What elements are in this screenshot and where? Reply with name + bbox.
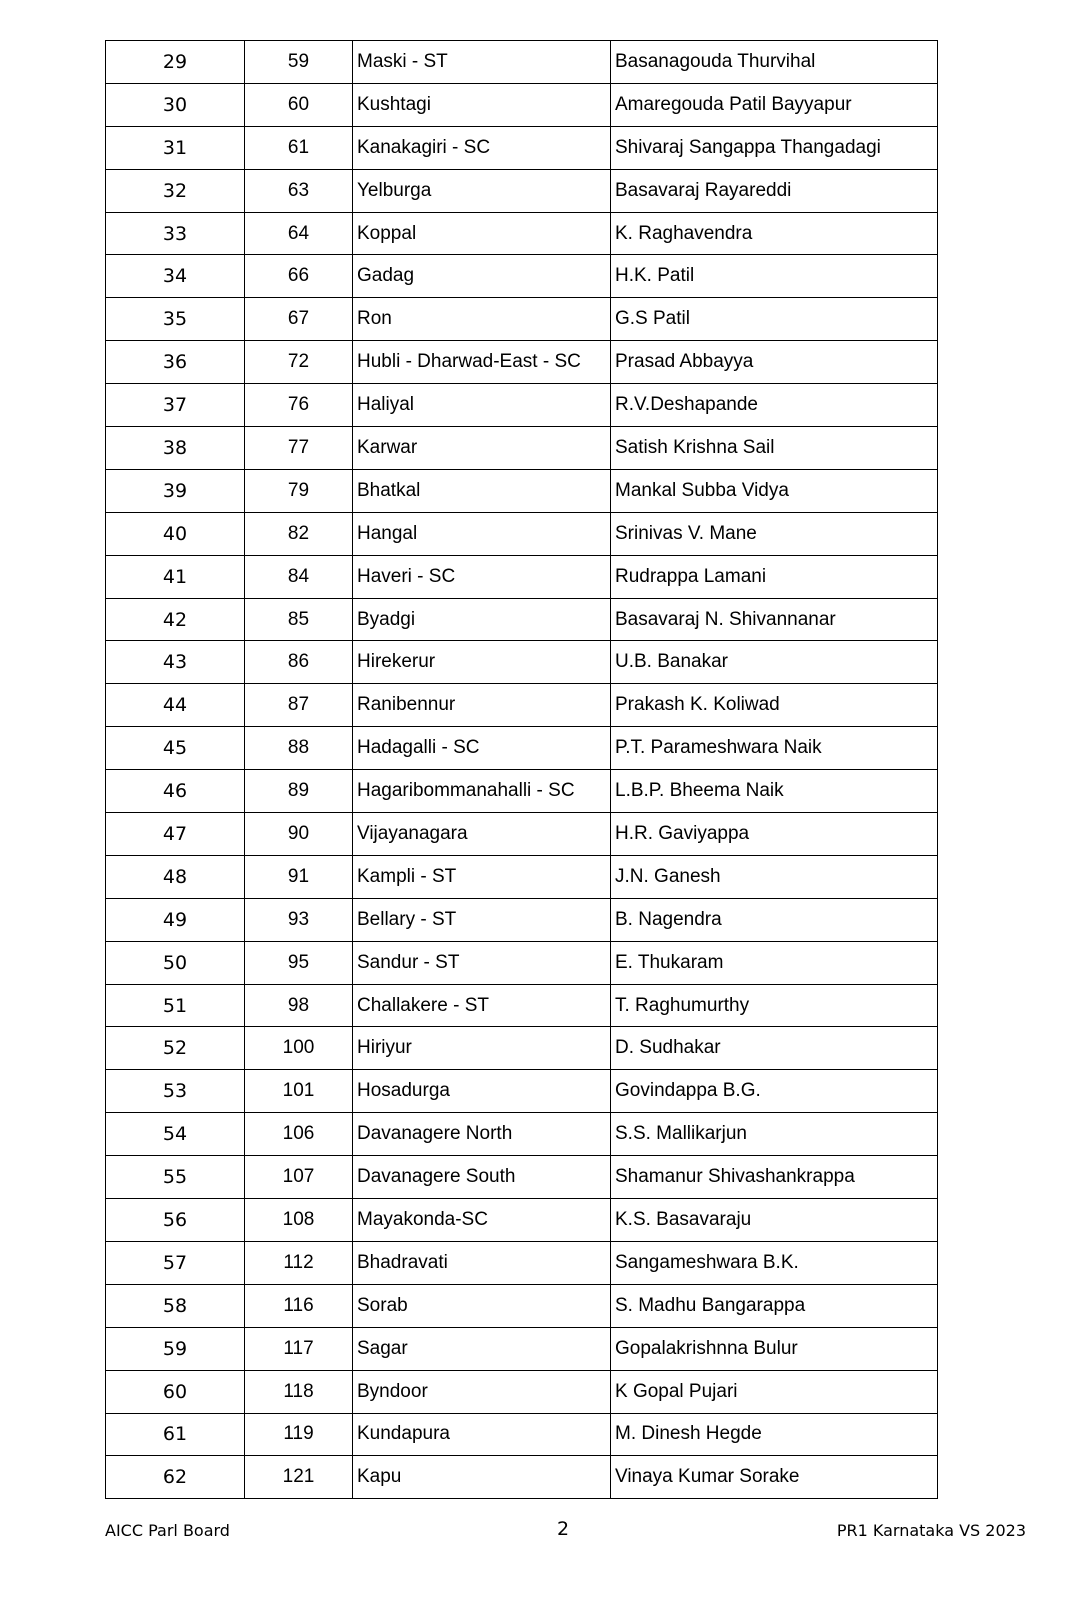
candidate-cell: H.K. Patil <box>611 255 938 298</box>
ac-number-cell: 87 <box>245 684 353 727</box>
ac-number-cell: 118 <box>245 1370 353 1413</box>
constituency-cell: Davanagere North <box>353 1113 611 1156</box>
serial-number-cell: 34 <box>106 255 245 298</box>
table-row <box>106 1370 938 1413</box>
serial-number-cell: 49 <box>106 898 245 941</box>
constituency-cell: Bhadravati <box>353 1241 611 1284</box>
table-row <box>106 941 938 984</box>
ac-number-cell: 100 <box>245 1027 353 1070</box>
candidate-cell: T. Raghumurthy <box>611 984 938 1027</box>
serial-number-cell: 51 <box>106 984 245 1027</box>
constituency-cell: Davanagere South <box>353 1156 611 1199</box>
serial-number-cell: 62 <box>106 1456 245 1499</box>
serial-number-cell: 58 <box>106 1284 245 1327</box>
candidate-cell: H.R. Gaviyappa <box>611 813 938 856</box>
serial-number-cell: 29 <box>106 41 245 84</box>
ac-number-cell: 117 <box>245 1327 353 1370</box>
constituency-cell: Bellary - ST <box>353 898 611 941</box>
table-row <box>106 641 938 684</box>
ac-number-cell: 91 <box>245 855 353 898</box>
table-row <box>106 41 938 84</box>
constituency-cell: Sagar <box>353 1327 611 1370</box>
candidate-table-body <box>106 41 938 1499</box>
constituency-cell: Kapu <box>353 1456 611 1499</box>
constituency-cell: Sandur - ST <box>353 941 611 984</box>
candidate-cell: K.S. Basavaraju <box>611 1199 938 1242</box>
table-row <box>106 984 938 1027</box>
footer-org: AICC Parl Board <box>105 1521 230 1540</box>
table-row <box>106 255 938 298</box>
candidate-cell: Prasad Abbayya <box>611 341 938 384</box>
table-row <box>106 1027 938 1070</box>
constituency-cell: Byndoor <box>353 1370 611 1413</box>
constituency-cell: Haliyal <box>353 384 611 427</box>
ac-number-cell: 79 <box>245 469 353 512</box>
ac-number-cell: 116 <box>245 1284 353 1327</box>
candidate-cell: Prakash K. Koliwad <box>611 684 938 727</box>
ac-number-cell: 67 <box>245 298 353 341</box>
ac-number-cell: 108 <box>245 1199 353 1242</box>
table-row <box>106 813 938 856</box>
ac-number-cell: 88 <box>245 727 353 770</box>
serial-number-cell: 36 <box>106 341 245 384</box>
candidate-cell: R.V.Deshapande <box>611 384 938 427</box>
table-row <box>106 1456 938 1499</box>
candidate-cell: Satish Krishna Sail <box>611 427 938 470</box>
constituency-cell: Hangal <box>353 512 611 555</box>
candidate-cell: E. Thukaram <box>611 941 938 984</box>
table-row <box>106 212 938 255</box>
page-number: 2 <box>557 1518 570 1540</box>
ac-number-cell: 76 <box>245 384 353 427</box>
constituency-cell: Hadagalli - SC <box>353 727 611 770</box>
constituency-cell: Kundapura <box>353 1413 611 1456</box>
ac-number-cell: 66 <box>245 255 353 298</box>
serial-number-cell: 52 <box>106 1027 245 1070</box>
serial-number-cell: 60 <box>106 1370 245 1413</box>
serial-number-cell: 59 <box>106 1327 245 1370</box>
ac-number-cell: 61 <box>245 126 353 169</box>
candidate-cell: K. Raghavendra <box>611 212 938 255</box>
ac-number-cell: 107 <box>245 1156 353 1199</box>
constituency-cell: Bhatkal <box>353 469 611 512</box>
serial-number-cell: 47 <box>106 813 245 856</box>
ac-number-cell: 119 <box>245 1413 353 1456</box>
ac-number-cell: 90 <box>245 813 353 856</box>
serial-number-cell: 53 <box>106 1070 245 1113</box>
serial-number-cell: 43 <box>106 641 245 684</box>
candidate-table <box>105 40 938 1499</box>
table-row <box>106 384 938 427</box>
candidate-cell: Govindappa B.G. <box>611 1070 938 1113</box>
candidate-cell: P.T. Parameshwara Naik <box>611 727 938 770</box>
candidate-cell: Shamanur Shivashankrappa <box>611 1156 938 1199</box>
candidate-cell: S.S. Mallikarjun <box>611 1113 938 1156</box>
serial-number-cell: 39 <box>106 469 245 512</box>
candidate-cell: J.N. Ganesh <box>611 855 938 898</box>
candidate-cell: Shivaraj Sangappa Thangadagi <box>611 126 938 169</box>
candidate-cell: B. Nagendra <box>611 898 938 941</box>
serial-number-cell: 44 <box>106 684 245 727</box>
serial-number-cell: 31 <box>106 126 245 169</box>
constituency-cell: Ranibennur <box>353 684 611 727</box>
table-row <box>106 83 938 126</box>
table-row <box>106 298 938 341</box>
serial-number-cell: 61 <box>106 1413 245 1456</box>
ac-number-cell: 82 <box>245 512 353 555</box>
candidate-cell: Basanagouda Thurvihal <box>611 41 938 84</box>
serial-number-cell: 45 <box>106 727 245 770</box>
candidate-cell: K Gopal Pujari <box>611 1370 938 1413</box>
candidate-cell: Sangameshwara B.K. <box>611 1241 938 1284</box>
table-row <box>106 898 938 941</box>
candidate-cell: U.B. Banakar <box>611 641 938 684</box>
ac-number-cell: 77 <box>245 427 353 470</box>
serial-number-cell: 57 <box>106 1241 245 1284</box>
serial-number-cell: 42 <box>106 598 245 641</box>
serial-number-cell: 48 <box>106 855 245 898</box>
candidate-cell: Basavaraj Rayareddi <box>611 169 938 212</box>
constituency-cell: Hiriyur <box>353 1027 611 1070</box>
constituency-cell: Hagaribommanahalli - SC <box>353 770 611 813</box>
table-row <box>106 1156 938 1199</box>
ac-number-cell: 64 <box>245 212 353 255</box>
table-row <box>106 1284 938 1327</box>
candidate-cell: Rudrappa Lamani <box>611 555 938 598</box>
ac-number-cell: 106 <box>245 1113 353 1156</box>
ac-number-cell: 85 <box>245 598 353 641</box>
ac-number-cell: 95 <box>245 941 353 984</box>
serial-number-cell: 38 <box>106 427 245 470</box>
candidate-cell: G.S Patil <box>611 298 938 341</box>
serial-number-cell: 55 <box>106 1156 245 1199</box>
constituency-cell: Gadag <box>353 255 611 298</box>
constituency-cell: Kampli - ST <box>353 855 611 898</box>
constituency-cell: Maski - ST <box>353 41 611 84</box>
constituency-cell: Hubli - Dharwad-East - SC <box>353 341 611 384</box>
table-row <box>106 341 938 384</box>
constituency-cell: Mayakonda-SC <box>353 1199 611 1242</box>
ac-number-cell: 84 <box>245 555 353 598</box>
constituency-cell: Yelburga <box>353 169 611 212</box>
table-row <box>106 855 938 898</box>
serial-number-cell: 32 <box>106 169 245 212</box>
candidate-cell: Basavaraj N. Shivannanar <box>611 598 938 641</box>
ac-number-cell: 60 <box>245 83 353 126</box>
table-row <box>106 555 938 598</box>
candidate-cell: Mankal Subba Vidya <box>611 469 938 512</box>
candidate-cell: Gopalakrishnna Bulur <box>611 1327 938 1370</box>
table-row <box>106 1413 938 1456</box>
serial-number-cell: 35 <box>106 298 245 341</box>
ac-number-cell: 72 <box>245 341 353 384</box>
serial-number-cell: 46 <box>106 770 245 813</box>
table-row <box>106 598 938 641</box>
candidate-cell: Vinaya Kumar Sorake <box>611 1456 938 1499</box>
constituency-cell: Hirekerur <box>353 641 611 684</box>
constituency-cell: Vijayanagara <box>353 813 611 856</box>
candidate-cell: Amaregouda Patil Bayyapur <box>611 83 938 126</box>
constituency-cell: Kushtagi <box>353 83 611 126</box>
table-row <box>106 427 938 470</box>
table-row <box>106 1327 938 1370</box>
table-row <box>106 512 938 555</box>
candidate-cell: Srinivas V. Mane <box>611 512 938 555</box>
table-row <box>106 1113 938 1156</box>
constituency-cell: Byadgi <box>353 598 611 641</box>
table-row <box>106 1241 938 1284</box>
ac-number-cell: 101 <box>245 1070 353 1113</box>
constituency-cell: Kanakagiri - SC <box>353 126 611 169</box>
candidate-cell: D. Sudhakar <box>611 1027 938 1070</box>
constituency-cell: Challakere - ST <box>353 984 611 1027</box>
ac-number-cell: 93 <box>245 898 353 941</box>
ac-number-cell: 63 <box>245 169 353 212</box>
ac-number-cell: 86 <box>245 641 353 684</box>
ac-number-cell: 112 <box>245 1241 353 1284</box>
constituency-cell: Haveri - SC <box>353 555 611 598</box>
table-row <box>106 727 938 770</box>
candidate-cell: M. Dinesh Hegde <box>611 1413 938 1456</box>
serial-number-cell: 40 <box>106 512 245 555</box>
constituency-cell: Karwar <box>353 427 611 470</box>
candidate-cell: L.B.P. Bheema Naik <box>611 770 938 813</box>
table-row <box>106 684 938 727</box>
ac-number-cell: 121 <box>245 1456 353 1499</box>
footer-document-title: PR1 Karnataka VS 2023 <box>836 1521 1026 1540</box>
ac-number-cell: 59 <box>245 41 353 84</box>
table-row <box>106 469 938 512</box>
serial-number-cell: 56 <box>106 1199 245 1242</box>
serial-number-cell: 30 <box>106 83 245 126</box>
constituency-cell: Koppal <box>353 212 611 255</box>
serial-number-cell: 37 <box>106 384 245 427</box>
candidate-cell: S. Madhu Bangarappa <box>611 1284 938 1327</box>
constituency-cell: Sorab <box>353 1284 611 1327</box>
serial-number-cell: 33 <box>106 212 245 255</box>
table-row <box>106 770 938 813</box>
constituency-cell: Ron <box>353 298 611 341</box>
serial-number-cell: 50 <box>106 941 245 984</box>
serial-number-cell: 54 <box>106 1113 245 1156</box>
table-row <box>106 126 938 169</box>
ac-number-cell: 98 <box>245 984 353 1027</box>
serial-number-cell: 41 <box>106 555 245 598</box>
table-row <box>106 1070 938 1113</box>
ac-number-cell: 89 <box>245 770 353 813</box>
table-row <box>106 169 938 212</box>
table-row <box>106 1199 938 1242</box>
constituency-cell: Hosadurga <box>353 1070 611 1113</box>
